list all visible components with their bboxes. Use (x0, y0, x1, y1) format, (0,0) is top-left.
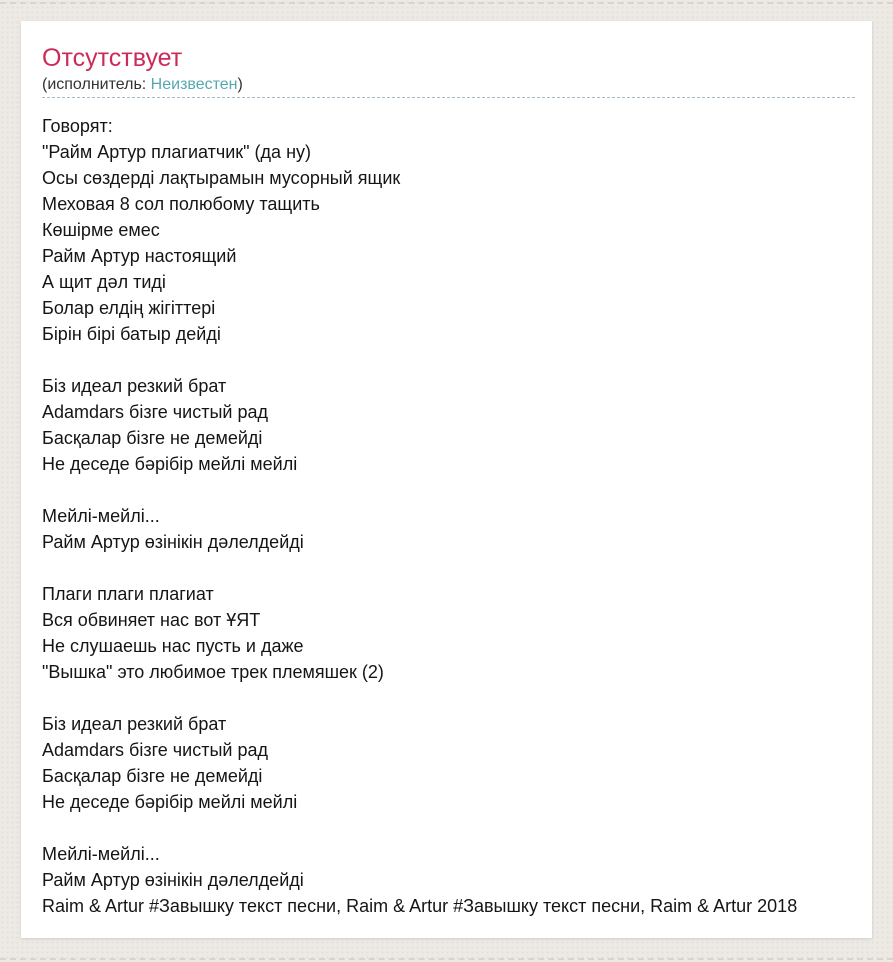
artist-suffix: ) (237, 76, 243, 93)
lyric-line: Adamdars бізге чистый рад (42, 740, 268, 760)
lyrics-text (42, 113, 872, 919)
lyric-line: Не деседе бәрібір мейлі мейлі (42, 454, 298, 474)
lyric-line: Плаги плаги плагиат (42, 584, 214, 604)
page-title: Отсутствует (42, 44, 183, 72)
lyric-line: Вся обвиняет нас вот ҰЯТ (42, 610, 261, 630)
lyric-line: А щит дәл тиді (42, 272, 166, 292)
lyric-line: Raim & Artur #Завышку текст песни, Raim & Artur #Завышку текст песни, Raim & Artur 2018 (42, 896, 798, 916)
lyric-line: Біз идеал резкий брат (42, 376, 227, 396)
artist-label: (исполнитель: (42, 76, 151, 93)
lyric-line: Біз идеал резкий брат (42, 714, 227, 734)
lyric-line (42, 347, 872, 373)
lyric-line: Көшірме емес (42, 220, 160, 240)
song-header (42, 45, 855, 98)
stitch-line-top (0, 2, 893, 4)
lyric-line: Говорят: (42, 116, 113, 136)
lyric-line (42, 477, 872, 503)
lyric-line (42, 555, 872, 581)
lyric-line: Не слушаешь нас пусть и даже (42, 636, 304, 656)
lyric-line: Мейлі-мейлі... (42, 844, 160, 864)
lyric-line: "Райм Артур плагиатчик" (да ну) (42, 142, 311, 162)
lyric-line: Болар елдің жігіттері (42, 298, 216, 318)
lyric-line: Меховая 8 сол полюбому тащить (42, 194, 320, 214)
lyric-line: Осы сөздерді лақтырамын мусорный ящик (42, 168, 401, 188)
lyric-line: Райм Артур өзінікін дәлелдейді (42, 870, 304, 890)
lyric-line: Райм Артур настоящий (42, 246, 237, 266)
lyric-line (42, 815, 872, 841)
lyric-line: Райм Артур өзінікін дәлелдейді (42, 532, 304, 552)
lyric-line: Бірін бірі батыр дейді (42, 324, 221, 344)
lyric-line: Мейлі-мейлі... (42, 506, 160, 526)
lyrics-card (21, 21, 872, 938)
lyric-line: Басқалар бізге не демейді (42, 428, 263, 448)
artist-line (42, 76, 855, 94)
artist-link[interactable]: Неизвестен (150, 76, 238, 93)
lyric-line: Басқалар бізге не демейді (42, 766, 263, 786)
lyric-line: Adamdars бізге чистый рад (42, 402, 268, 422)
lyric-line (42, 685, 872, 711)
stitch-line-bottom (0, 958, 893, 960)
lyric-line: Не деседе бәрібір мейлі мейлі (42, 792, 298, 812)
lyric-line: "Вышка" это любимое трек племяшек (2) (42, 662, 384, 682)
